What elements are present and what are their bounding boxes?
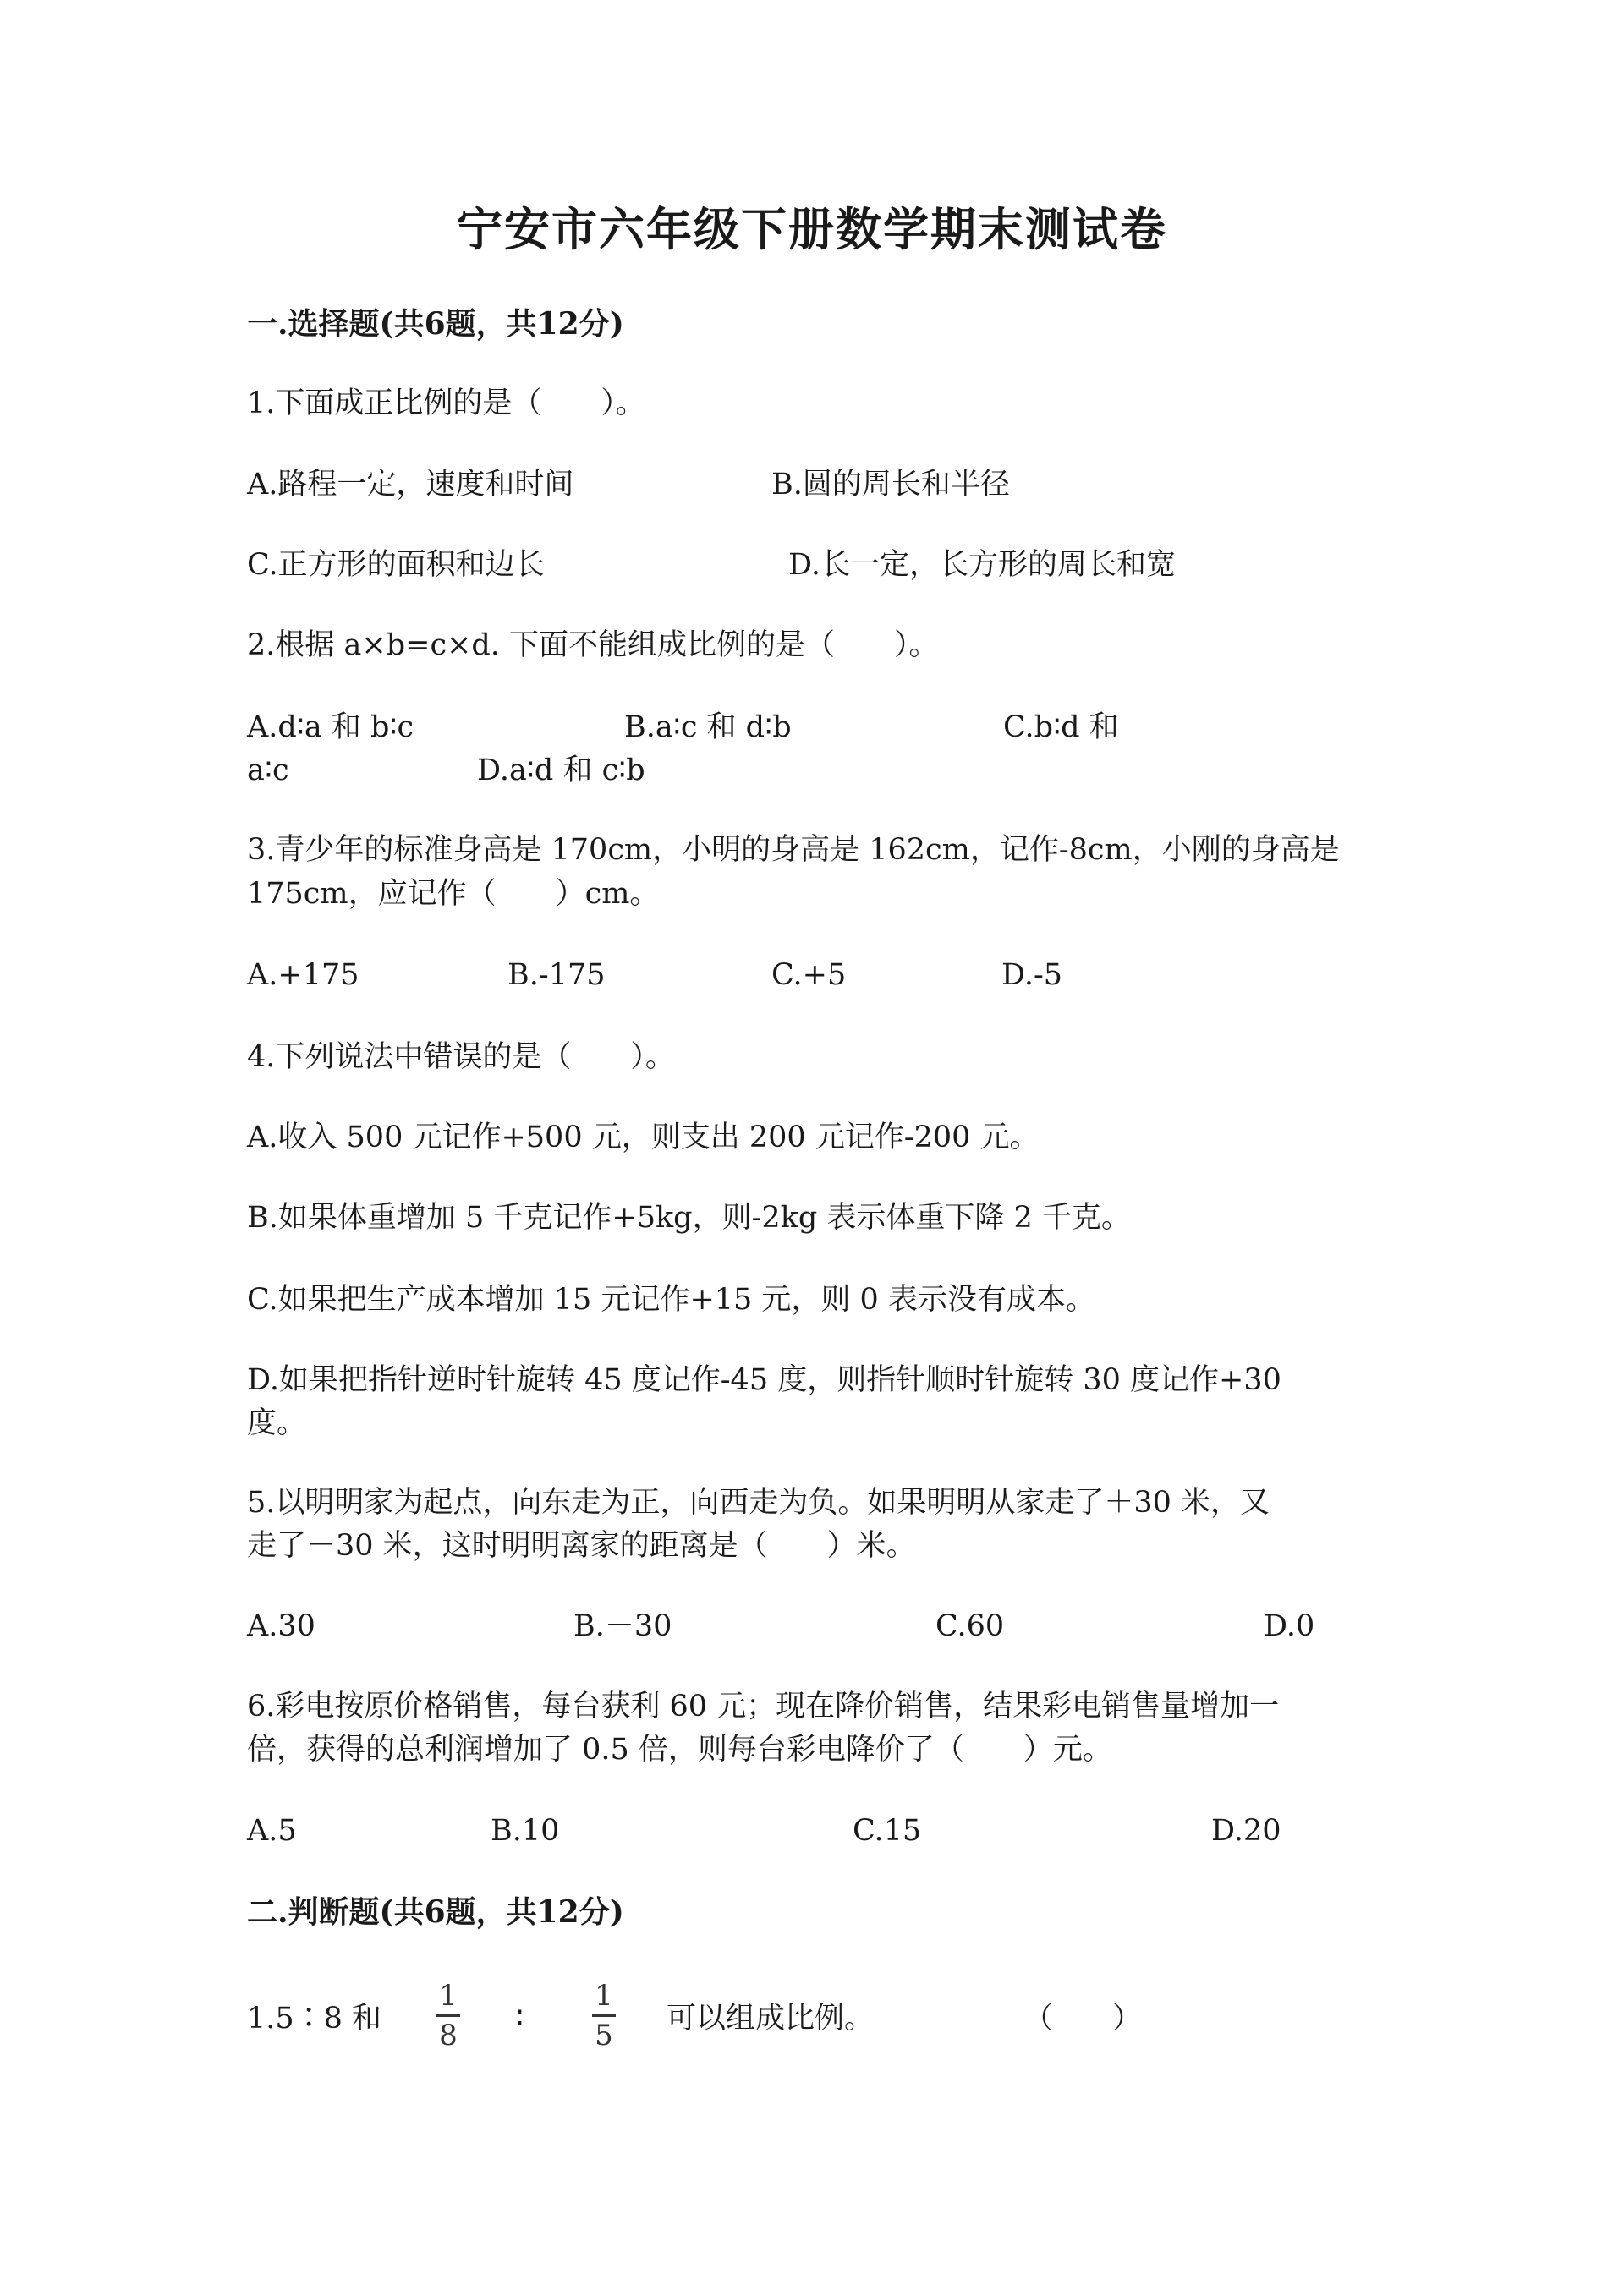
- question-3-option-a: A.+175: [247, 958, 359, 992]
- question-3-option-d: D.-5: [1001, 958, 1063, 992]
- question-5-option-d: D.0: [1264, 1609, 1315, 1643]
- question-1-stem: 1.下面成正比例的是（ ）。: [247, 386, 645, 420]
- question-6-stem-line1: 6.彩电按原价格销售，每台获利 60 元；现在降价销售，结果彩电销售量增加一: [247, 1690, 1280, 1723]
- fraction-numerator: 1: [595, 1979, 613, 2013]
- question-4-option-d-line1: D.如果把指针逆时针旋转 45 度记作-45 度，则指针顺时针旋转 30 度记作+30: [247, 1363, 1281, 1397]
- question-4-option-b: B.如果体重增加 5 千克记作+5kg，则-2kg 表示体重下降 2 千克。: [247, 1201, 1131, 1235]
- question-1-option-c: C.正方形的面积和边长: [247, 548, 545, 582]
- question-6-option-a: A.5: [247, 1814, 297, 1848]
- question-1-option-d: D.长一定，长方形的周长和宽: [788, 548, 1176, 582]
- question-3-option-b: B.-175: [508, 958, 606, 992]
- fraction-one-eighth: [431, 1979, 465, 2052]
- question-5-option-a: A.30: [247, 1609, 315, 1643]
- question-2-option-c-cont: a∶c: [247, 753, 289, 787]
- question-4-option-d-line2: 度。: [247, 1406, 307, 1440]
- judgement-1-suffix: 可以组成比例。: [667, 2002, 875, 2036]
- question-3-stem-line1: 3.青少年的标准身高是 170cm，小明的身高是 162cm，记作-8cm，小刚的身高是: [247, 833, 1340, 867]
- question-4-option-c: C.如果把生产成本增加 15 元记作+15 元，则 0 表示没有成本。: [247, 1283, 1095, 1317]
- question-6-stem-line2: 倍，获得的总利润增加了 0.5 倍，则每台彩电降价了（ ）元。: [247, 1733, 1112, 1767]
- page-title: 宁安市六年级下册数学期末测试卷: [457, 202, 1167, 256]
- question-2-option-b: B.a∶c 和 d∶b: [624, 710, 792, 744]
- question-5-option-c: C.60: [935, 1609, 1005, 1643]
- judgement-1-colon: ∶: [516, 2002, 524, 2036]
- judgement-1-answer-blank: （ ）: [1023, 2002, 1143, 2036]
- fraction-bar: [436, 2014, 460, 2017]
- section-heading-judgement: 二.判断题(共6题，共12分): [247, 1894, 624, 1930]
- question-2-option-a: A.d∶a 和 b∶c: [247, 710, 414, 744]
- question-5-stem-line1: 5.以明明家为起点，向东走为正，向西走为负。如果明明从家走了＋30 米，又: [247, 1486, 1270, 1520]
- question-5-option-b: B.－30: [573, 1609, 672, 1643]
- fraction-one-fifth: [587, 1979, 621, 2052]
- question-6-option-b: B.10: [491, 1814, 560, 1848]
- question-2-stem: 2.根据 a×b=c×d. 下面不能组成比例的是（ ）。: [247, 628, 939, 662]
- question-2-option-c: C.b∶d 和: [1003, 710, 1119, 744]
- question-3-option-c: C.+5: [771, 958, 847, 992]
- fraction-denominator: 8: [439, 2019, 458, 2052]
- question-6-option-d: D.20: [1211, 1814, 1281, 1848]
- question-5-stem-line2: 走了－30 米，这时明明离家的距离是（ ）米。: [247, 1529, 916, 1563]
- fraction-denominator: 5: [595, 2019, 613, 2052]
- judgement-1-prefix: 1.5∶8 和: [247, 2002, 382, 2036]
- fraction-bar: [592, 2014, 616, 2017]
- question-2-option-d: D.a∶d 和 c∶b: [477, 753, 645, 787]
- question-3-stem-line2: 175cm，应记作（ ）cm。: [247, 877, 660, 911]
- question-1-option-a: A.路程一定，速度和时间: [247, 468, 574, 501]
- fraction-numerator: 1: [439, 1979, 458, 2013]
- question-4-stem: 4.下列说法中错误的是（ ）。: [247, 1040, 675, 1074]
- section-heading-choice: 一.选择题(共6题，共12分): [247, 306, 624, 342]
- question-1-option-b: B.圆的周长和半径: [771, 468, 1010, 501]
- question-6-option-c: C.15: [853, 1814, 922, 1848]
- question-4-option-a: A.收入 500 元记作+500 元，则支出 200 元记作-200 元。: [247, 1121, 1040, 1154]
